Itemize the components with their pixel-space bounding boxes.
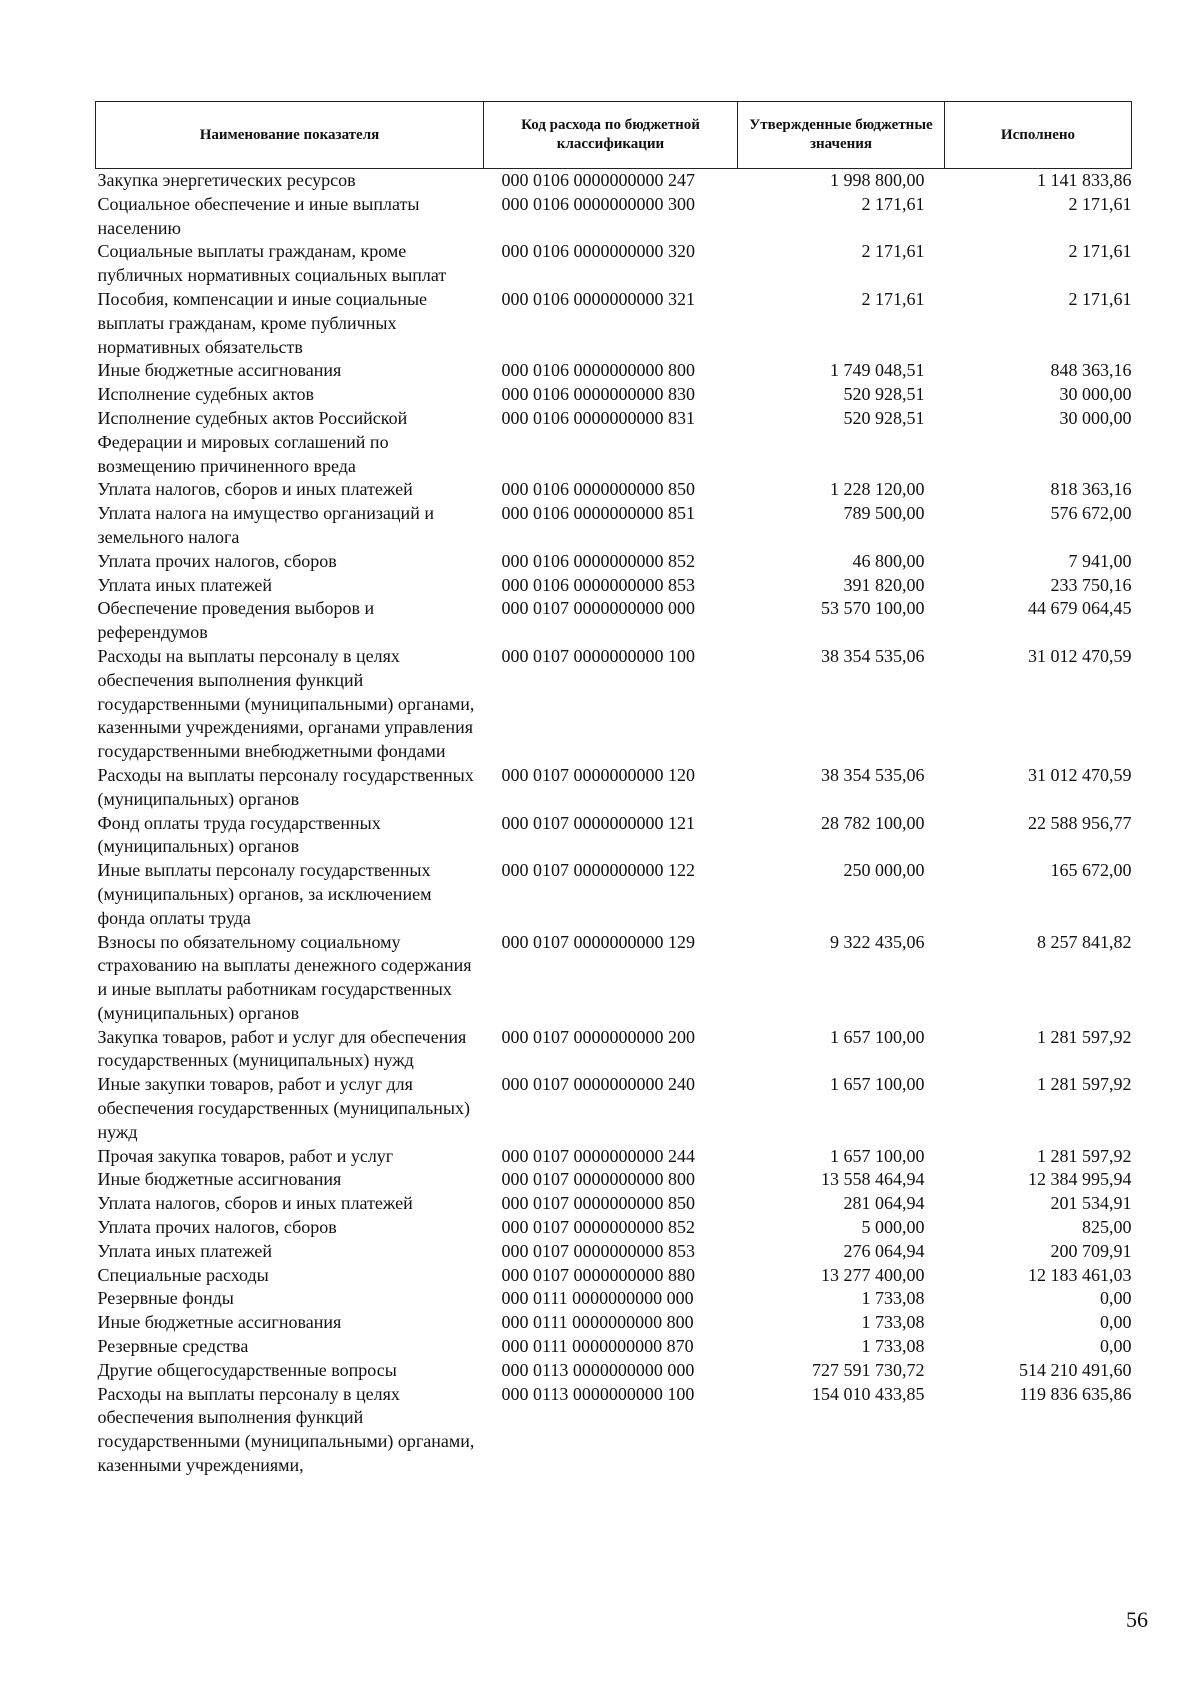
row-code-cell: 000 0106 0000000000 851: [501, 503, 695, 524]
row-code-cell: 000 0107 0000000000 880: [501, 1264, 695, 1285]
row-code-cell: 000 0107 0000000000 129: [501, 931, 695, 952]
row-fact-cell: 818 363,16: [1050, 479, 1132, 500]
row-fact-cell: 22 588 956,77: [1028, 812, 1132, 833]
table-row: [96, 359, 1132, 383]
row-fact-cell: 165 672,00: [1050, 860, 1132, 881]
row-name-cell: Социальные выплаты гражданам, кроме публичных нормативных социальных выплат: [97, 241, 447, 286]
row-plan-cell: 727 591 730,72: [812, 1359, 925, 1380]
row-name-cell: Закупка энергетических ресурсов: [97, 170, 356, 190]
header-fact: Исполнено: [945, 102, 1132, 169]
table-row: [96, 550, 1132, 574]
row-fact-cell: 12 183 461,03: [1028, 1264, 1132, 1285]
row-plan-cell: 53 570 100,00: [821, 598, 925, 619]
row-code-cell: 000 0106 0000000000 321: [501, 288, 695, 309]
row-fact-cell: 576 672,00: [1050, 503, 1132, 524]
page-number: 56: [1126, 1607, 1148, 1632]
row-code-cell: 000 0111 0000000000 870: [501, 1336, 694, 1357]
row-plan-cell: 1 733,08: [861, 1312, 925, 1333]
row-code-cell: 000 0107 0000000000 852: [501, 1217, 695, 1238]
row-fact-cell: 200 709,91: [1050, 1240, 1132, 1261]
row-name-cell: Иные бюджетные ассигнования: [97, 1312, 342, 1333]
table-row: [96, 812, 1132, 860]
row-fact-cell: 201 534,91: [1050, 1193, 1132, 1214]
table-row: [96, 1335, 1132, 1359]
row-code-cell: 000 0106 0000000000 850: [501, 479, 695, 500]
table-row: [96, 288, 1132, 359]
header-code: Код расхода по бюджетной классификации: [484, 102, 738, 169]
row-fact-cell: 0,00: [1100, 1312, 1132, 1333]
row-fact-cell: 0,00: [1100, 1288, 1132, 1309]
row-name-cell: Уплата налога на имущество организаций и земельного налога: [97, 503, 434, 547]
row-plan-cell: 391 820,00: [843, 574, 925, 595]
row-plan-cell: 789 500,00: [843, 503, 925, 524]
row-plan-cell: 250 000,00: [843, 860, 925, 881]
row-code-cell: 000 0107 0000000000 850: [501, 1193, 695, 1214]
table-row: [96, 764, 1132, 812]
row-name-cell: Расходы на выплаты персоналу в целях обеспечения выполнения функций государственными (муниципальными) органами, казенными учреждениями, органами управления государственными внебюджетными фондами: [97, 645, 475, 762]
row-fact-cell: 30 000,00: [1059, 384, 1132, 405]
row-plan-cell: 13 277 400,00: [821, 1264, 925, 1285]
row-name-cell: Иные бюджетные ассигнования: [97, 360, 342, 381]
row-name-cell: Специальные расходы: [97, 1264, 269, 1285]
row-plan-cell: 1 749 048,51: [830, 360, 925, 381]
budget-execution-table: [95, 101, 1132, 1478]
row-code-cell: 000 0107 0000000000 240: [501, 1074, 695, 1095]
table-row: [96, 1216, 1132, 1240]
row-code-cell: 000 0106 0000000000 853: [501, 574, 695, 595]
row-name-cell: Фонд оплаты труда государственных (муниципальных) органов: [97, 812, 381, 857]
row-name-cell: Расходы на выплаты персоналу государственных (муниципальных) органов: [97, 764, 474, 809]
row-code-cell: 000 0111 0000000000 000: [501, 1288, 694, 1309]
row-code-cell: 000 0106 0000000000 852: [501, 550, 695, 571]
row-plan-cell: 46 800,00: [852, 550, 925, 571]
table-row: [96, 502, 1132, 550]
row-plan-cell: 2 171,61: [861, 193, 925, 214]
row-name-cell: Резервные средства: [97, 1336, 249, 1357]
row-name-cell: Иные выплаты персоналу государственных (муниципальных) органов, за исключением фонда оплаты труда: [97, 860, 432, 928]
row-plan-cell: 38 354 535,06: [821, 645, 925, 666]
row-name-cell: Закупка товаров, работ и услуг для обеспечения государственных (муниципальных) нужд: [97, 1026, 467, 1071]
table-row: [96, 240, 1132, 288]
table-row: [96, 383, 1132, 407]
table-row: [96, 574, 1132, 598]
row-fact-cell: 8 257 841,82: [1037, 931, 1132, 952]
table-row: [96, 1264, 1132, 1288]
row-plan-cell: 1 733,08: [861, 1288, 925, 1309]
row-fact-cell: 2 171,61: [1068, 241, 1132, 262]
row-code-cell: 000 0106 0000000000 831: [501, 407, 695, 428]
row-name-cell: Исполнение судебных актов: [97, 384, 315, 405]
row-fact-cell: 848 363,16: [1050, 360, 1132, 381]
row-code-cell: 000 0106 0000000000 300: [501, 193, 695, 214]
row-plan-cell: 2 171,61: [861, 241, 925, 262]
table-row: [96, 1145, 1132, 1169]
row-code-cell: 000 0106 0000000000 247: [501, 170, 695, 190]
row-plan-cell: 38 354 535,06: [821, 764, 925, 785]
budget-table-container: [95, 101, 1131, 1478]
row-name-cell: Иные закупки товаров, работ и услуг для обеспечения государственных (муниципальных) нужд: [97, 1074, 470, 1142]
row-name-cell: Обеспечение проведения выборов и референдумов: [97, 598, 375, 643]
row-fact-cell: 514 210 491,60: [1019, 1359, 1132, 1380]
table-body: [96, 169, 1132, 1478]
row-fact-cell: 12 384 995,94: [1028, 1169, 1132, 1190]
table-row: [96, 1287, 1132, 1311]
table-row: [96, 478, 1132, 502]
row-plan-cell: 1 657 100,00: [830, 1074, 925, 1095]
table-row: [96, 1240, 1132, 1264]
row-plan-cell: 1 228 120,00: [830, 479, 925, 500]
row-name-cell: Пособия, компенсации и иные социальные выплаты гражданам, кроме публичных нормативных обязательств: [97, 288, 428, 357]
row-plan-cell: 1 657 100,00: [830, 1026, 925, 1047]
row-code-cell: 000 0107 0000000000 200: [501, 1026, 695, 1047]
row-code-cell: 000 0106 0000000000 320: [501, 241, 695, 262]
row-plan-cell: 281 064,94: [843, 1193, 925, 1214]
row-name-cell: Другие общегосударственные вопросы: [97, 1359, 397, 1380]
table-row: [96, 1192, 1132, 1216]
row-fact-cell: 2 171,61: [1068, 193, 1132, 214]
table-row: [96, 1073, 1132, 1144]
row-code-cell: 000 0113 0000000000 100: [501, 1383, 695, 1404]
table-row: [96, 1026, 1132, 1074]
row-name-cell: Социальное обеспечение и иные выплаты населению: [97, 193, 420, 238]
row-plan-cell: 1 733,08: [861, 1336, 925, 1357]
table-row: [96, 169, 1132, 193]
row-name-cell: Расходы на выплаты персоналу в целях обеспечения выполнения функций государственными (муниципальными) органами, казенными учреждениями,: [97, 1383, 475, 1476]
row-fact-cell: 30 000,00: [1059, 407, 1132, 428]
row-plan-cell: 1 998 800,00: [830, 170, 925, 190]
row-fact-cell: 7 941,00: [1068, 550, 1132, 571]
table-row: [96, 597, 1132, 645]
row-plan-cell: 9 322 435,06: [830, 931, 925, 952]
row-name-cell: Уплата налогов, сборов и иных платежей: [97, 479, 413, 500]
table-row: [96, 1311, 1132, 1335]
row-code-cell: 000 0107 0000000000 122: [501, 860, 695, 881]
row-fact-cell: 31 012 470,59: [1028, 764, 1132, 785]
row-plan-cell: 520 928,51: [843, 384, 925, 405]
row-plan-cell: 5 000,00: [861, 1217, 925, 1238]
table-row: [96, 407, 1132, 478]
row-name-cell: Уплата прочих налогов, сборов: [97, 550, 337, 571]
row-plan-cell: 154 010 433,85: [812, 1383, 925, 1404]
row-name-cell: Резервные фонды: [97, 1288, 234, 1309]
row-fact-cell: 0,00: [1100, 1336, 1132, 1357]
row-fact-cell: 1 281 597,92: [1037, 1074, 1132, 1095]
row-plan-cell: 276 064,94: [843, 1240, 925, 1261]
row-fact-cell: 44 679 064,45: [1028, 598, 1132, 619]
row-fact-cell: 119 836 635,86: [1019, 1383, 1132, 1404]
row-name-cell: Иные бюджетные ассигнования: [97, 1169, 342, 1190]
row-code-cell: 000 0107 0000000000 121: [501, 812, 695, 833]
row-plan-cell: 2 171,61: [861, 288, 925, 309]
row-fact-cell: 1 281 597,92: [1037, 1026, 1132, 1047]
row-code-cell: 000 0107 0000000000 100: [501, 645, 695, 666]
row-code-cell: 000 0107 0000000000 120: [501, 764, 695, 785]
row-code-cell: 000 0107 0000000000 853: [501, 1240, 695, 1261]
row-fact-cell: 31 012 470,59: [1028, 645, 1132, 666]
row-name-cell: Исполнение судебных актов Российской Федерации и мировых соглашений по возмещению причиненного вреда: [97, 407, 408, 476]
row-code-cell: 000 0106 0000000000 830: [501, 384, 695, 405]
row-code-cell: 000 0111 0000000000 800: [501, 1312, 694, 1333]
table-row: [96, 859, 1132, 930]
row-code-cell: 000 0107 0000000000 000: [501, 598, 695, 619]
table-row: [96, 193, 1132, 241]
row-code-cell: 000 0107 0000000000 800: [501, 1169, 695, 1190]
table-header-row: [96, 102, 1132, 169]
row-plan-cell: 28 782 100,00: [821, 812, 925, 833]
row-code-cell: 000 0107 0000000000 244: [501, 1145, 695, 1166]
row-fact-cell: 1 281 597,92: [1037, 1145, 1132, 1166]
row-fact-cell: 1 141 833,86: [1037, 170, 1132, 190]
row-plan-cell: 1 657 100,00: [830, 1145, 925, 1166]
table-row: [96, 645, 1132, 764]
row-name-cell: Уплата иных платежей: [97, 574, 273, 595]
row-name-cell: Уплата прочих налогов, сборов: [97, 1217, 337, 1238]
table-row: [96, 1168, 1132, 1192]
table-row: [96, 1383, 1132, 1478]
row-name-cell: Взносы по обязательному социальному страхованию на выплаты денежного содержания и иные выплаты работникам государственных (муниципальных) органов: [97, 931, 472, 1023]
row-fact-cell: 825,00: [1082, 1217, 1132, 1238]
row-plan-cell: 13 558 464,94: [821, 1169, 925, 1190]
row-code-cell: 000 0113 0000000000 000: [501, 1359, 695, 1380]
header-plan: Утвержденные бюджетные значения: [738, 102, 945, 169]
row-name-cell: Уплата иных платежей: [97, 1240, 273, 1261]
row-name-cell: Прочая закупка товаров, работ и услуг: [97, 1145, 394, 1166]
row-fact-cell: 2 171,61: [1068, 288, 1132, 309]
row-fact-cell: 233 750,16: [1050, 574, 1132, 595]
table-row: [96, 1359, 1132, 1383]
row-plan-cell: 520 928,51: [843, 407, 925, 428]
table-row: [96, 931, 1132, 1026]
header-name: Наименование показателя: [96, 102, 484, 169]
row-name-cell: Уплата налогов, сборов и иных платежей: [97, 1193, 413, 1214]
row-code-cell: 000 0106 0000000000 800: [501, 360, 695, 381]
